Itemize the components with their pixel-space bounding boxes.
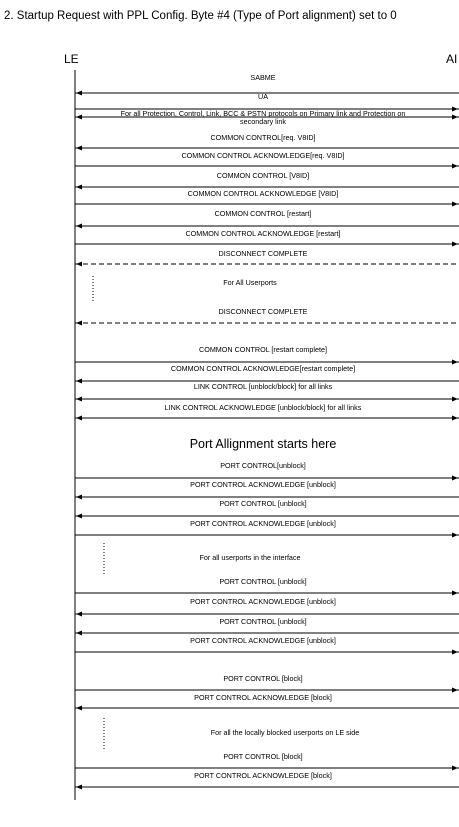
arrowhead-right bbox=[452, 397, 458, 402]
message-label: COMMON CONTROL [V8ID] bbox=[216, 171, 310, 180]
arrowhead-left bbox=[76, 185, 82, 190]
arrowhead-right bbox=[452, 476, 458, 481]
message-label: COMMON CONTROL ACKNOWLEDGE [V8ID] bbox=[187, 189, 339, 198]
arrowhead-right bbox=[452, 360, 458, 365]
message-label: PORT CONTROL ACKNOWLEDGE [block] bbox=[194, 771, 332, 780]
arrowhead-right bbox=[452, 164, 458, 169]
participant-ai: AI bbox=[446, 52, 458, 66]
arrowhead-left bbox=[76, 379, 82, 384]
message-label: PORT CONTROL ACKNOWLEDGE [unblock] bbox=[190, 636, 336, 645]
arrowhead-left bbox=[76, 612, 82, 617]
arrowhead-right bbox=[452, 650, 458, 655]
message-label: PORT CONTROL ACKNOWLEDGE [block] bbox=[194, 693, 332, 702]
message-label: COMMON CONTROL[req. V8ID] bbox=[210, 133, 316, 142]
message-label: COMMON CONTROL ACKNOWLEDGE [restart] bbox=[185, 229, 341, 238]
arrowhead-left bbox=[76, 91, 82, 96]
arrowhead-right bbox=[452, 242, 458, 247]
arrowhead-right bbox=[452, 107, 458, 112]
arrowhead-left bbox=[76, 115, 82, 120]
message-label: PORT CONTROL [block] bbox=[223, 752, 303, 761]
message-label: PORT CONTROL[unblock] bbox=[220, 461, 306, 470]
arrowhead-right bbox=[452, 766, 458, 771]
message-label: COMMON CONTROL [restart complete] bbox=[199, 345, 327, 354]
note-text: For all userports in the interface bbox=[199, 553, 301, 562]
message-label: PORT CONTROL [unblock] bbox=[219, 499, 307, 508]
message-label: UA bbox=[258, 92, 268, 101]
message-label: For all Protection, Control, Link, BCC & PSTN protocols on Primary link and Protection on secondary link bbox=[120, 109, 406, 126]
arrowhead-left bbox=[76, 495, 82, 500]
arrowhead-right bbox=[452, 533, 458, 538]
note-text: For All Userports bbox=[223, 278, 277, 287]
message-label: PORT CONTROL ACKNOWLEDGE [unblock] bbox=[190, 480, 336, 489]
message-label: DISCONNECT COMPLETE bbox=[218, 249, 308, 258]
message-label: PORT CONTROL [unblock] bbox=[219, 617, 307, 626]
arrowhead-left bbox=[76, 631, 82, 636]
message-label: COMMON CONTROL ACKNOWLEDGE[restart complete] bbox=[170, 364, 356, 373]
arrowhead-right bbox=[452, 416, 458, 421]
message-label: LINK CONTROL ACKNOWLEDGE [unblock/block] for all links bbox=[164, 403, 362, 412]
section-header: Port Allignment starts here bbox=[189, 437, 337, 451]
participant-le: LE bbox=[64, 52, 79, 66]
arrowhead-left bbox=[76, 514, 82, 519]
message-label: SABME bbox=[250, 73, 276, 82]
arrowhead-left bbox=[76, 706, 82, 711]
message-label: PORT CONTROL [unblock] bbox=[219, 577, 307, 586]
message-label: DISCONNECT COMPLETE bbox=[218, 307, 308, 316]
arrowhead-right bbox=[452, 688, 458, 693]
arrowhead-left bbox=[76, 146, 82, 151]
arrowhead-left bbox=[76, 321, 82, 326]
diagram-title: 2. Startup Request with PPL Config. Byte #4 (Type of Port alignment) set to 0 bbox=[4, 10, 397, 22]
arrowhead-left bbox=[76, 224, 82, 229]
arrowhead-right bbox=[452, 115, 458, 120]
arrowhead-right bbox=[452, 591, 458, 596]
message-label: PORT CONTROL [block] bbox=[223, 674, 303, 683]
arrowhead-left bbox=[76, 785, 82, 790]
message-label: PORT CONTROL ACKNOWLEDGE [unblock] bbox=[190, 519, 336, 528]
note-text: For all the locally blocked userports on LE side bbox=[210, 728, 360, 737]
message-label: COMMON CONTROL ACKNOWLEDGE[req. V8ID] bbox=[181, 151, 345, 160]
arrowhead-left bbox=[76, 262, 82, 267]
arrowhead-left bbox=[76, 416, 82, 421]
message-label: COMMON CONTROL [restart] bbox=[214, 209, 312, 218]
arrowhead-right bbox=[452, 202, 458, 207]
arrowhead-left bbox=[76, 397, 82, 402]
message-label: LINK CONTROL [unblock/block] for all links bbox=[193, 382, 333, 391]
message-label: PORT CONTROL ACKNOWLEDGE [unblock] bbox=[190, 597, 336, 606]
